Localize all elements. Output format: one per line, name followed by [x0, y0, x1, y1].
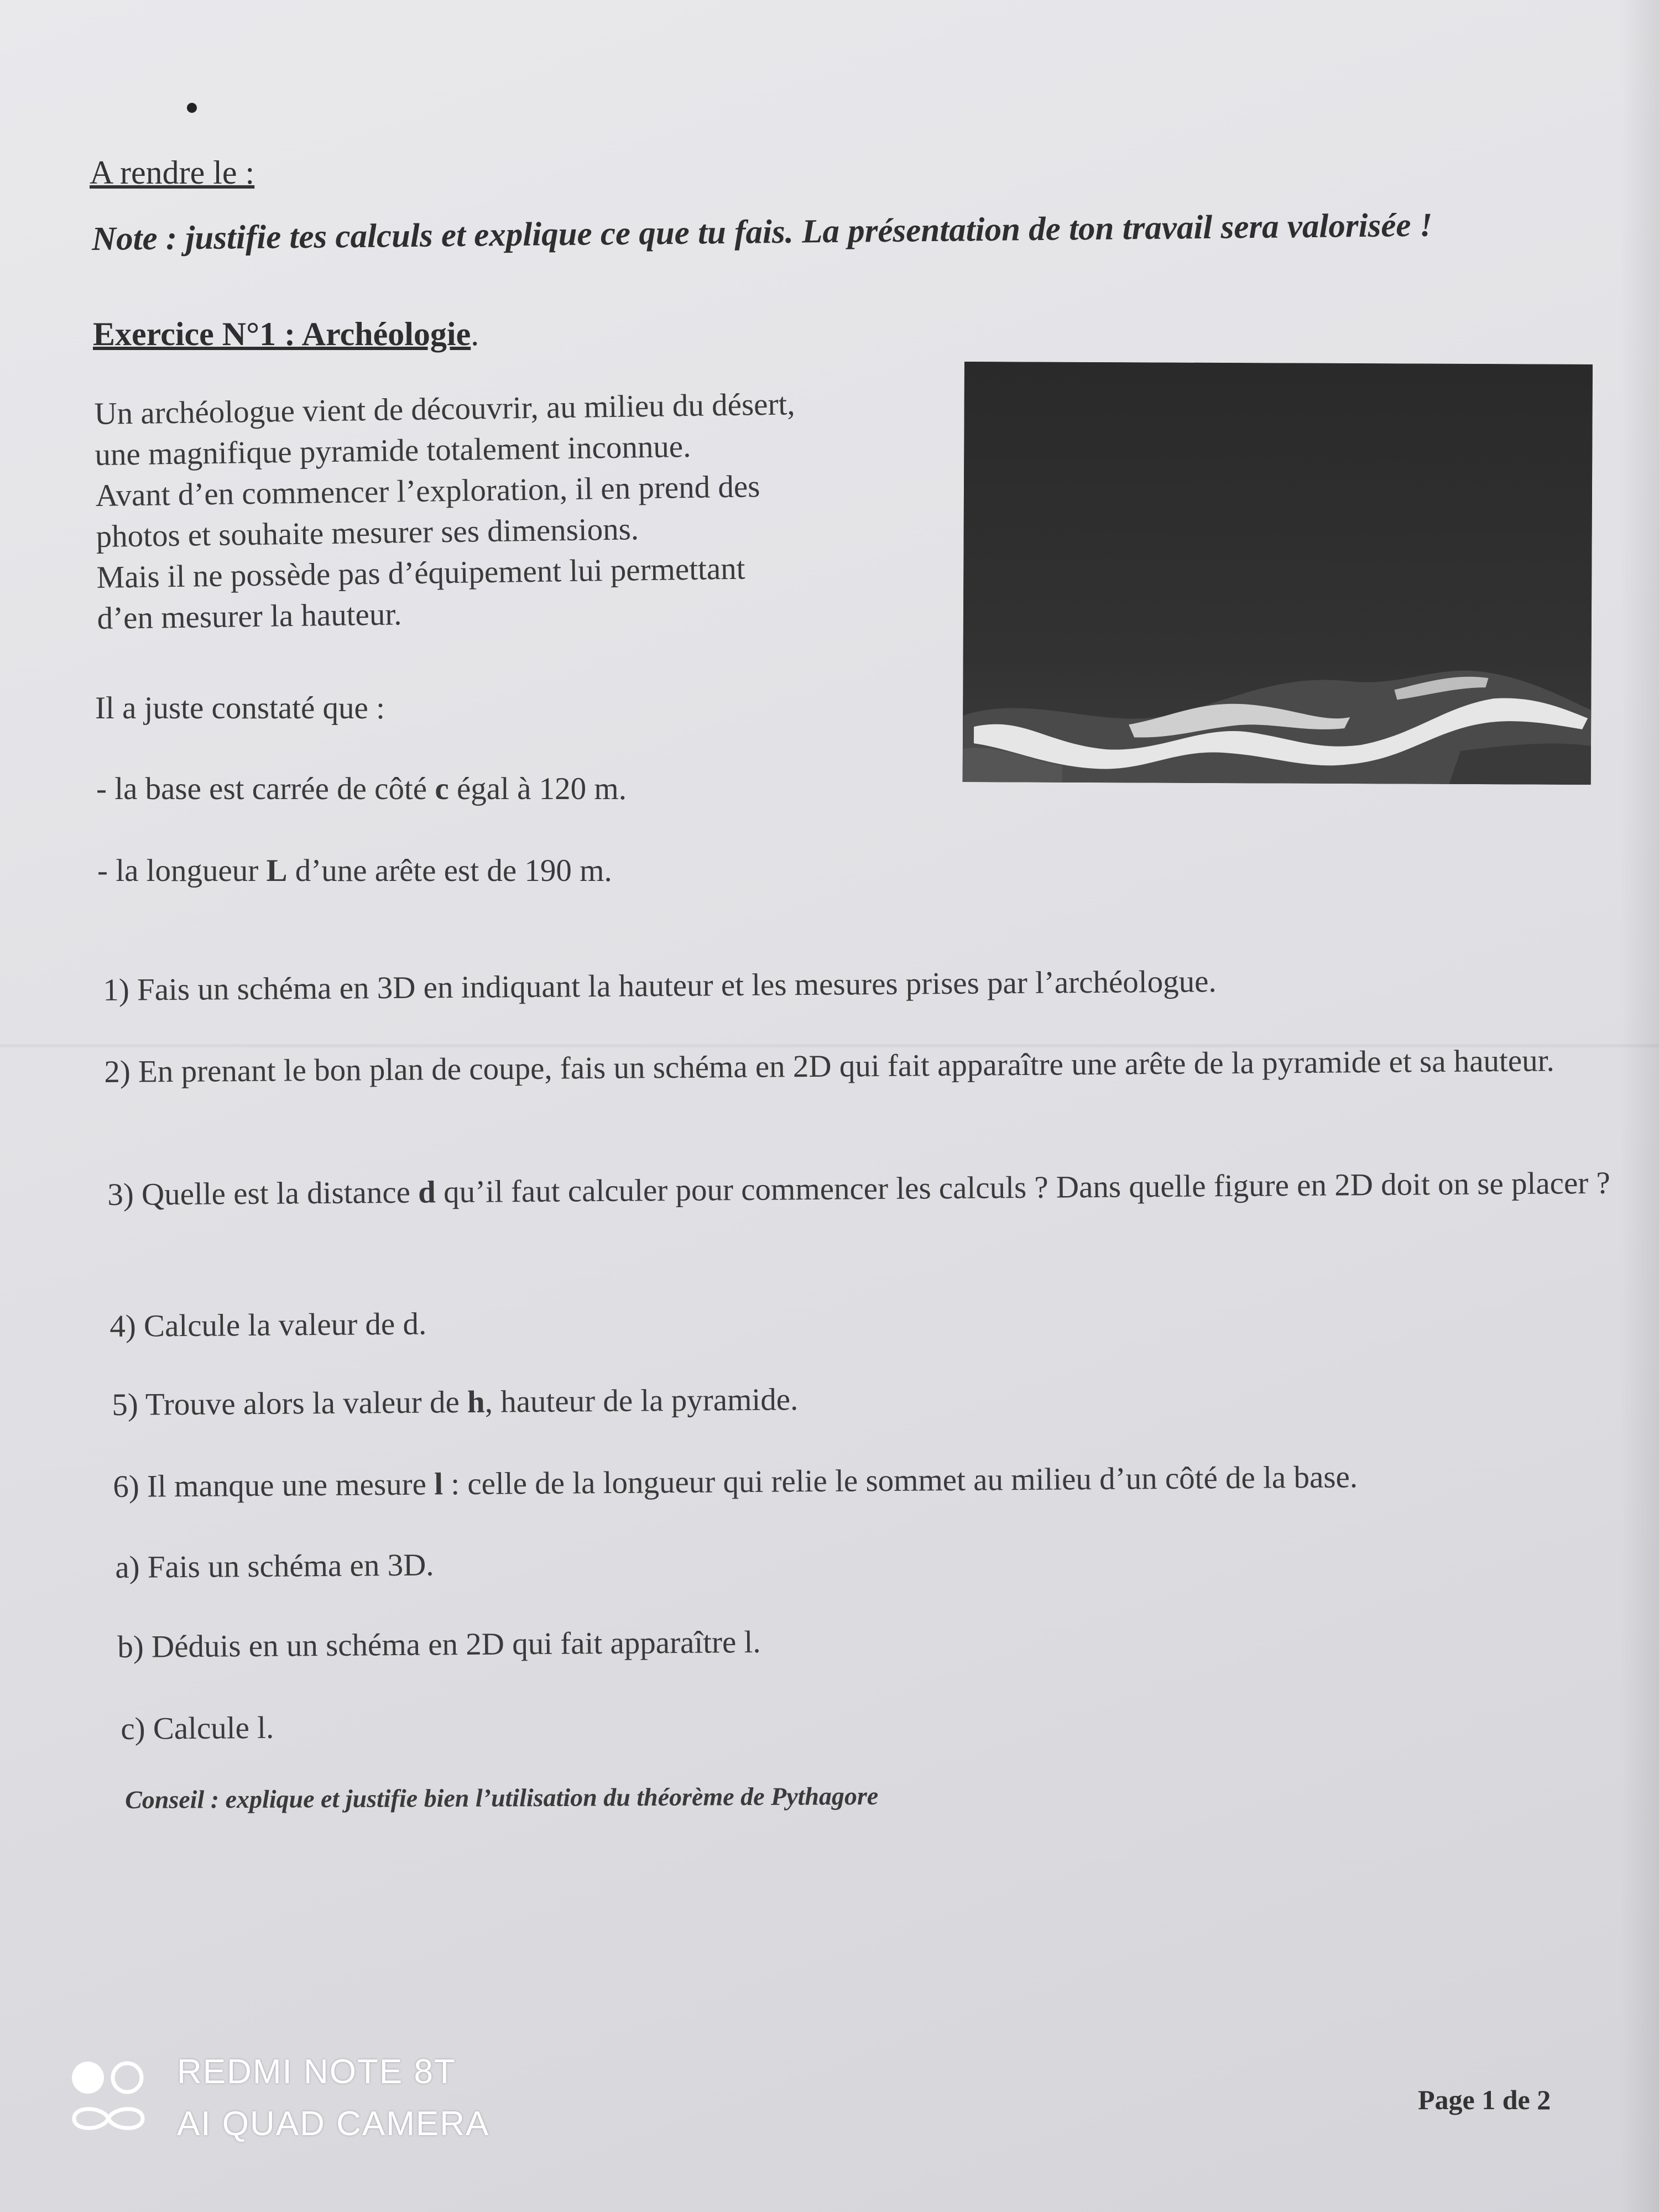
question-text: qu’il faut calculer pour commencer les calculs ? Dans quelle figure en 2D doit on se placer ? [435, 1165, 1611, 1210]
watermark-text [177, 2046, 489, 2150]
constat-text: Il a juste constaté que : [95, 691, 385, 726]
condition-base [96, 771, 627, 807]
intro-line: Avant d’en commencer l’exploration, il en prend des [95, 469, 760, 513]
question-text: 3) Quelle est la distance [107, 1175, 419, 1212]
question-5 [112, 1371, 1650, 1427]
question-text: 5) Trouve alors la valeur de [112, 1384, 468, 1422]
condition-text: - la longueur [97, 853, 267, 888]
question-text: : celle de la longueur qui relie le sommet au milieu d’un côté de la base. [442, 1459, 1358, 1502]
camera-watermark [70, 2046, 489, 2150]
condition-text: égal à 120 m. [448, 771, 627, 806]
question-1: 1) Fais un schéma en 3D en indiquant la hauteur et les mesures prises par l’archéologue. [103, 964, 1217, 1008]
intro-line: d’en mesurer la hauteur. [97, 597, 402, 636]
page-number: Page 1 de 2 [1418, 2084, 1551, 2115]
condition-variable: c [435, 771, 449, 806]
condition-text: d’une arête est de 190 m. [287, 853, 612, 888]
question-text: 6) Il manque une mesure [113, 1467, 435, 1504]
question-3 [107, 1161, 1645, 1217]
condition-variable: L [266, 853, 288, 888]
question-4: 4) Calcule la valeur de d. [109, 1306, 427, 1344]
question-6c: c) Calcule l. [121, 1710, 274, 1746]
question-variable: d [418, 1175, 436, 1210]
exercise-title-period: . [471, 316, 479, 352]
question-2: 2) En prenant le bon plan de coupe, fais un schéma en 2D qui fait apparaître une arête de la pyramide et sa hauteur. [104, 1043, 1555, 1089]
instructions-note: Note : justifie tes calculs et explique ce que tu fais. La présentation de ton travail sera valorisée ! [91, 206, 1433, 258]
advice-note: Conseil : explique et justifie bien l’utilisation du théorème de Pythagore [125, 1781, 879, 1814]
condition-edge [97, 853, 612, 889]
intro-line: photos et souhaite mesurer ses dimensions. [96, 512, 639, 554]
due-date-label: A rendre le : [90, 154, 255, 191]
intro-line: Un archéologue vient de découvrir, au milieu du désert, [94, 387, 795, 431]
question-variable: l [434, 1467, 444, 1502]
question-6b: b) Déduis en un schéma en 2D qui fait apparaître l. [117, 1624, 761, 1665]
exercise-title [93, 315, 479, 353]
question-text: , hauteur de la pyramide. [484, 1382, 799, 1420]
pyramid-photo-image [963, 362, 1593, 785]
watermark-line-1: REDMI NOTE 8T [177, 2053, 456, 2091]
condition-text: - la base est carrée de côté [96, 771, 435, 806]
paper-shadow [1620, 0, 1659, 2212]
exercise-title-text: Exercice N°1 : Archéologie [93, 316, 471, 352]
watermark-line-2: AI QUAD CAMERA [177, 2105, 490, 2143]
question-variable: h [467, 1384, 485, 1420]
intro-line: une magnifique pyramide totalement inconnue. [95, 429, 691, 472]
question-6 [113, 1453, 1651, 1509]
intro-line: Mais il ne possède pas d’équipement lui permettant [96, 551, 745, 595]
bullet-dot [187, 103, 197, 113]
exercise-intro [94, 384, 798, 639]
pyramid-photo [963, 362, 1593, 785]
camera-logo-icon [70, 2057, 147, 2140]
question-6a: a) Fais un schéma en 3D. [115, 1547, 434, 1585]
